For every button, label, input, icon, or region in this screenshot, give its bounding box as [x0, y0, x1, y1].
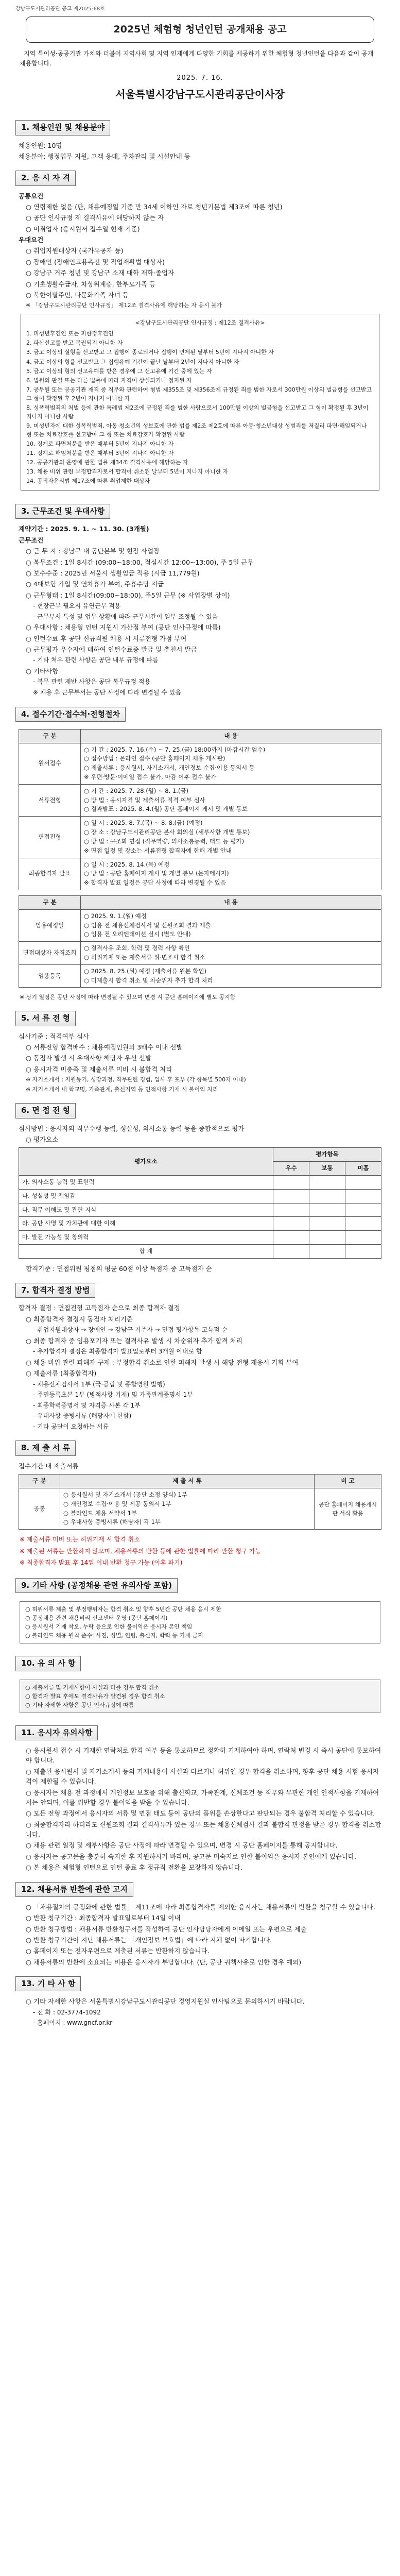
sec11-para: ○ 본 채용은 체험형 인턴으로 인턴 종료 후 정규직 전환을 보장하지 않습니다. — [26, 1863, 242, 1872]
sec7-l5: - 추가합격자 결정은 최종합격자 발표일로부터 3개월 이내로 함 — [33, 1348, 202, 1355]
sec4-note: ※ 상기 일정은 공단 사정에 따라 변경될 수 있으며 변경 시 공단 홈페이지에 별도 공지함 — [20, 994, 236, 1001]
row-value — [81, 858, 381, 890]
table-row — [19, 1189, 381, 1203]
sec3-period — [19, 524, 385, 534]
col-header: 비 고 — [315, 1475, 381, 1488]
table-row — [19, 909, 381, 941]
table-row — [19, 942, 381, 965]
sec3-item: ○ 근무형태 : 1일 8시간(09:00~18:00), 주5일 근무 (※ 사업장별 상이) — [26, 591, 230, 599]
sec5-l2: ○ 서류전형 합격배수 : 채용예정인원의 3배수 이내 선발 — [26, 1043, 183, 1052]
row-line: ○ 방 법 : 응시자격 및 제출서류 적격 여부 심사 — [84, 796, 205, 804]
row-line: ○ 기 간 : 2025. 7. 28.(월) ~ 8. 1.(금) — [84, 787, 188, 794]
row-line: ※ 우편·방문·이메일 접수 불가, 마감 이후 접수 불가 — [84, 773, 217, 781]
cell — [273, 1217, 309, 1231]
schedule-table-wrap — [19, 729, 381, 890]
cell — [273, 1189, 309, 1203]
row-value — [81, 817, 381, 858]
row-line: ○ 임용 전 채용신체검사서 및 신원조회 결과 제출 — [84, 921, 211, 929]
table-header-row — [19, 1148, 381, 1162]
eval-item: 나. 성실성 및 책임감 — [19, 1189, 273, 1203]
cell — [345, 1203, 381, 1217]
table-row — [19, 964, 381, 988]
sec13-para: ○ 기타 자세한 사항은 서울특별시강남구도시관리공단 경영지원실 인사팀으로 문의하시기 바랍니다. — [26, 1997, 305, 2006]
sec1-line-2: 채용분야: 행정업무 지원, 고객 응대, 주차관리 및 시설안내 등 — [19, 152, 190, 160]
sec8-note: ※ 최종합격자 발표 후 14일 이내 반환 청구 가능 (이후 파기) — [20, 1559, 183, 1567]
disqualification-item: 9. 미성년자에 대한 성폭력범죄, 아동·청소년의 성보호에 관한 법률 제2조 제2호에 따른 아동·청소년대상 성범죄를 저질러 파면·해임되거나 형 또는 치료감호를 선고받아 그 형 또는 치료감호가 확정된 사람 — [26, 422, 367, 438]
sec7-l6: ○ 채용 비위 관련 피해자 구제 : 부정합격 취소로 인한 피해자 발생 시 해당 전형 재응시 기회 부여 — [26, 1358, 299, 1366]
cell — [309, 1189, 345, 1203]
sec12-para: ○ 반환 청구기간이 지난 채용서류는 「개인정보 보호법」에 따라 지체 없이 파기합니다. — [26, 1936, 272, 1944]
sec5-l4: ○ 응시자격 미충족 및 제출서류 미비 시 불합격 처리 — [26, 1065, 172, 1073]
sec6-l2: ○ 평가요소 — [26, 1135, 59, 1143]
row-key: 임용등록 — [19, 964, 81, 988]
row-line: ○ 방 법 : 구조화 면접 (직무역량, 의사소통능력, 태도 등 평가) — [84, 837, 245, 845]
sec12-para: ○ 반환 청구방법 : 채용서류 반환청구서를 작성하여 공단 인사담당자에게 이메일 또는 우편으로 제출 — [26, 1925, 307, 1933]
sec11-para: ○ 응시자는 공고문을 충분히 숙지한 후 지원하시기 바라며, 공고문 미숙지로 인한 불이익은 응시자 본인에게 있습니다. — [26, 1852, 357, 1860]
cell — [309, 1175, 345, 1189]
sec5-l1: 심사기준 : 적격여부 심사 — [19, 1032, 89, 1040]
section-10-heading: 10. 유 의 사 항 — [15, 1656, 81, 1671]
cell — [273, 1175, 309, 1189]
section-2-heading: 2. 응 시 자 격 — [15, 171, 76, 185]
sec7-doc: - 우대사항 증빙서류 (해당자에 한함) — [33, 1412, 132, 1420]
row-value — [81, 964, 381, 988]
disqualification-item: 13. 채용 비위 관련 부정합격자로서 합격이 취소된 날부터 5년이 지나지 아니한 자 — [26, 468, 229, 476]
sec2-c3: ○ 미취업자 (응시원서 접수일 현재 기준) — [26, 225, 140, 233]
section-3-heading: 3. 근무조건 및 우대사항 — [15, 504, 110, 519]
row-value — [81, 743, 381, 784]
col-header: 구 분 — [19, 729, 81, 743]
row-value — [81, 942, 381, 965]
schedule-table-2-wrap — [19, 895, 381, 988]
row-note: 공단 홈페이지 채용게시판 서식 활용 — [315, 1488, 381, 1529]
sec3-item: ○ 근 무 지 : 강남구 내 공단본부 및 현장 사업장 — [26, 547, 160, 555]
col-header: 구 분 — [19, 1475, 60, 1488]
row-line: ○ 허위기재 또는 제출서류 위·변조시 합격 취소 — [84, 954, 205, 961]
sec3-item: ○ 인턴수료 후 공단 신규직원 채용 시 서류전형 가점 부여 — [26, 634, 187, 642]
row-line: ※ 합격자 발표 일정은 공단 사정에 따라 변경될 수 있음 — [84, 879, 226, 887]
table-header-row — [19, 1475, 381, 1488]
disqualification-box-title: <강남구도시관리공단 인사규정 : 제12조 결격사유> — [135, 319, 265, 327]
row-line: ○ 2025. 8. 25.(월) 예정 (제출서류 원본 확인) — [84, 967, 206, 975]
disqualification-item: 7. 공무원 또는 공공기관 재직 중 직무와 관련하여 형법 제355조 및 제356조에 규정된 죄를 범한 자로서 300만원 이상의 벌금형을 선고받고 그 형이 확정된 후 2년이 지나지 아니한 자 — [26, 386, 372, 402]
cell — [309, 1231, 345, 1245]
sec11-para: ○ 채용 관련 일정 및 세부사항은 공단 사정에 따라 변경될 수 있으며, 변경 시 공단 홈페이지를 통해 공지합니다. — [26, 1841, 338, 1850]
sec7-l3: - 취업지원대상자 → 장애인 → 강남구 거주자 → 면접 평가항목 고득점 순 — [33, 1326, 228, 1334]
row-value — [81, 909, 381, 941]
sec2-p2: ○ 장애인 (장애인고용촉진 및 직업재활법 대상자) — [26, 258, 165, 266]
sec3-cond-heading — [19, 535, 385, 545]
sec2-common-label: 공통요건 — [19, 192, 44, 200]
sec2-p4: ○ 기초생활수급자, 차상위계층, 한부모가족 등 — [26, 280, 156, 288]
col-header: 구 분 — [19, 895, 81, 909]
row-line: ○ 접수방법 : 온라인 접수 (공단 홈페이지 채용 게시판) — [84, 755, 225, 762]
section-12-heading: 12. 채용서류 반환에 관한 고지 — [15, 1882, 133, 1897]
sec7-docs: ○ 제출서류 (최종합격자) — [26, 1369, 97, 1378]
sec3-cond-label: 근무조건 — [19, 536, 44, 544]
section-1-heading: 1. 채용인원 및 채용분야 — [15, 120, 110, 135]
section-5-heading: 5. 서 류 전 형 — [15, 1011, 76, 1026]
sec8-note: ※ 제출된 서류는 반환하지 않으며, 채용서류의 반환 등에 관한 법률에 따라 반환 청구 가능 — [20, 1547, 262, 1555]
row-line: ○ 제출서류 : 응시원서, 자기소개서, 개인정보 수집·이용 동의서 등 — [84, 764, 255, 772]
sec8-note: ※ 제출서류 미비 또는 허위기재 시 합격 취소 — [20, 1536, 140, 1544]
cell — [345, 1217, 381, 1231]
row-line: ○ 임용 전 오리엔테이션 실시 (별도 안내) — [84, 930, 191, 938]
disqualification-item: 5. 금고 이상의 형의 선고유예를 받은 경우에 그 선고유예 기간 중에 있는 자 — [26, 367, 212, 375]
col-header: 보통 — [309, 1162, 345, 1176]
sec5-l6: ※ 자기소개서 내 학교명, 가족관계, 출신지역 등 인적사항 기재 시 불이익 처리 — [26, 1086, 218, 1093]
sec3-item: ○ 우대사항 : 채용형 인턴 지원시 가산점 부여 (공단 인사규정에 따름) — [26, 623, 221, 632]
row-line: ○ 우대사항 증빙서류 (해당자) 각 1부 — [63, 1518, 161, 1526]
table-row — [19, 858, 381, 890]
col-header: 내 용 — [81, 729, 381, 743]
disqualification-item: 8. 성폭력범죄의 처벌 등에 관한 특례법 제2조에 규정된 죄를 범한 사람으로서 100만원 이상의 벌금형을 선고받고 그 형이 확정된 후 3년이 지나지 아니한 사람 — [26, 404, 369, 420]
eval-item: 다. 직무 이해도 및 관련 지식 — [19, 1203, 273, 1217]
table-row — [19, 1175, 381, 1189]
disqualification-box — [21, 314, 379, 490]
row-line: ○ 2025. 9. 1.(월) 예정 — [84, 912, 147, 920]
disqualification-item: 3. 금고 이상의 실형을 선고받고 그 집행이 종료되거나 집행이 면제된 날부터 5년이 지나지 아니한 자 — [26, 349, 274, 356]
row-key: 원서접수 — [19, 743, 81, 784]
fair-hiring-panel — [20, 1601, 380, 1643]
sec12-para: ○ 채용서류의 반환에 소요되는 비용은 응시자가 부담합니다. (단, 공단 귀책사유로 인한 경우 예외) — [26, 1958, 302, 1966]
sec2-p3: ○ 강남구 거주 청년 및 강남구 소재 대학 재학·졸업자 — [26, 269, 175, 277]
sec6-pass: 합격기준 : 면접위원 평점의 평균 60점 이상 득점자 중 고득점자 순 — [26, 1264, 212, 1273]
row-key: 면접대상자 자격조회 — [19, 942, 81, 965]
panel-line: ○ 허위서류 제출 및 부정행위자는 합격 취소 및 향후 5년간 공단 채용 응시 제한 — [25, 1606, 221, 1613]
sec2-common-heading — [19, 191, 385, 201]
row-line: ○ 미제출시 합격 취소 및 차순위자 추가 합격 처리 — [84, 976, 213, 984]
cell — [345, 1245, 381, 1259]
col-header: 평가요소 — [19, 1148, 273, 1176]
sec7-l2: ○ 최종합격자 결정시 동점자 처리기준 — [26, 1315, 133, 1323]
eval-item: 라. 공단 사명 및 가치관에 대한 이해 — [19, 1217, 273, 1231]
sec7-l1: 합격자 결정 : 면접전형 고득점자 순으로 최종 합격자 결정 — [19, 1304, 180, 1312]
section-13-heading: 13. 기 타 사 항 — [15, 1976, 81, 1991]
sec3-period-text: 계약기간 : 2025. 9. 1. ~ 11. 30. (3개월) — [19, 525, 149, 533]
sec13-phone: - 전 화 : 02-3774-1092 — [33, 2008, 101, 2016]
sec3-item: - 기타 처우 관련 사항은 공단 내부 규정에 따름 — [33, 656, 159, 664]
panel-line: ○ 합격자 발표 후에도 결격사유가 발견될 경우 합격 취소 — [25, 1692, 165, 1700]
sec11-para: ○ 최종합격자라 하더라도 신원조회 결과 결격사유가 있는 경우 또는 채용신체검사 결과 불합격 판정을 받은 경우 합격을 취소합니다. — [26, 1820, 381, 1839]
cell — [345, 1231, 381, 1245]
cell — [273, 1245, 309, 1259]
sec13-homepage[interactable]: - 홈페이지 : www.gncf.or.kr — [33, 2019, 113, 2027]
section-4-heading: 4. 접수기간·접수처·전형절차 — [15, 707, 126, 722]
cell — [273, 1203, 309, 1217]
section-11-heading: 11. 응시자 유의사항 — [15, 1725, 98, 1740]
row-line: ○ 결과발표 : 2025. 8. 4.(월) 공단 홈페이지 게시 및 개별 통보 — [84, 805, 248, 813]
sec11-para: ○ 응시자는 채용 전 과정에서 개인정보 보호를 위해 출신학교, 가족관계, 신체조건 등 직무와 무관한 개인 인적사항을 기재하여서는 안되며, 이를 위반할 경우 불이익을 받을 수 있습니다. — [26, 1788, 379, 1806]
sec1-line-1: 채용인원: 10명 — [19, 141, 62, 149]
table-row — [19, 817, 381, 858]
sec11-para: ○ 응시원서 접수 시 기재한 연락처로 합격 여부 등을 통보하므로 정확히 기재하여야 하며, 연락처 변경 시 즉시 공단에 통보하여야 합니다. — [26, 1747, 381, 1765]
schedule-table — [19, 729, 381, 890]
section-8-heading: 8. 제 출 서 류 — [15, 1440, 76, 1455]
sec7-l4: ○ 최종 합격자 중 임용포기자 또는 결격사유 발생 시 차순위자 추가 합격 처리 — [26, 1336, 242, 1345]
table-row — [19, 1231, 381, 1245]
panel-line: ○ 제출서류 및 기재사항이 사실과 다를 경우 합격 취소 — [25, 1684, 160, 1691]
cell — [309, 1217, 345, 1231]
table-row — [19, 1245, 381, 1259]
section-9-heading: 9. 기타 사항 (공정채용 관련 유의사항 포함) — [15, 1578, 178, 1593]
schedule-table-2 — [19, 895, 381, 988]
disqualification-item: 11. 징계로 해임처분을 받은 때부터 3년이 지나지 아니한 자 — [26, 449, 174, 456]
cell — [309, 1245, 345, 1259]
sec7-doc: - 채용신체검사서 1부 (국·공립 및 종합병원 발행) — [33, 1380, 165, 1388]
panel-line: ○ 공정채용 관련 채용비리 신고센터 운영 (공단 홈페이지) — [25, 1615, 168, 1622]
table-row — [19, 1203, 381, 1217]
disqualification-item: 14. 공직자윤리법 제17조에 따른 취업제한 대상자 — [26, 478, 150, 485]
sec3-item: ○ 근무평가 우수자에 대하여 인턴수료증 발급 및 추천서 발급 — [26, 645, 197, 653]
row-line: ○ 결격사유 조회, 학력 및 경력 사항 확인 — [84, 944, 190, 952]
sec3-item: ○ 보수수준 : 2025년 서울시 생활임금 적용 (시급 11,779원) — [26, 569, 200, 577]
panel-line: ○ 블라인드 채용 원칙 준수: 사진, 성별, 연령, 출신지, 학력 등 기재 금지 — [25, 1632, 203, 1639]
section-6-heading: 6. 면 접 전 형 — [15, 1103, 76, 1118]
issuer-name: 서울특별시강남구도시관리공단이사장 — [115, 88, 285, 101]
sec5-l3: ○ 동점자 발생 시 우대사항 해당자 우선 선발 — [26, 1054, 151, 1062]
sec3-item: ○ 4대보험 가입 및 연차휴가 부여, 주휴수당 지급 — [26, 580, 164, 588]
sec8-l1: 접수기간 내 제출서류 — [19, 1462, 79, 1470]
sec3-item: - 복무 관련 제반 사항은 공단 복무규정 적용 — [33, 678, 151, 686]
eval-item: 가. 의사소통 능력 및 표현력 — [19, 1175, 273, 1189]
eval-item: 마. 발전 가능성 및 창의력 — [19, 1231, 273, 1245]
col-header: 내 용 — [81, 895, 381, 909]
sec3-item: - 근무부서 특성 및 업무 상황에 따라 근무시간이 일부 조정될 수 있음 — [33, 613, 218, 620]
disqualification-item: 10. 징계로 파면처분을 받은 때부터 5년이 지나지 아니한 자 — [26, 440, 174, 447]
row-line: ○ 일 시 : 2025. 8. 7.(목) ~ 8. 8.(금) (예정) — [84, 819, 203, 827]
col-header: 제 출 서 류 — [60, 1475, 315, 1488]
row-line: ※ 면접 일정 및 장소는 서류전형 합격자에 한해 개별 안내 — [84, 846, 232, 854]
sec12-para: ○ 「채용절차의 공정화에 관한 법률」 제11조에 따라 최종합격자를 제외한 응시자는 채용서류의 반환을 청구할 수 있습니다. — [26, 1903, 375, 1911]
title-box — [26, 16, 374, 43]
caution-panel — [20, 1680, 380, 1713]
row-key: 서류전형 — [19, 784, 81, 816]
row-line: ○ 방 법 : 공단 홈페이지 게시 및 개별 통보 (문자메시지) — [84, 870, 229, 877]
docs-table-wrap — [19, 1474, 381, 1530]
row-key: 면접전형 — [19, 817, 81, 858]
disqualification-item: 6. 법원의 판결 또는 다른 법률에 따라 자격이 상실되거나 정지된 자 — [26, 377, 192, 384]
sec7-doc: - 주민등록초본 1부 (병적사항 기재) 및 가족관계증명서 1부 — [33, 1391, 193, 1399]
sec2-pref-label: 우대요건 — [19, 236, 44, 244]
cell — [273, 1231, 309, 1245]
sec11-para: ○ 제출된 응시원서 및 자기소개서 등의 기재내용이 사실과 다르거나 허위인 경우 합격을 취소하며, 향후 공단 채용 시험 응시자격이 제한될 수 있습니다. — [26, 1767, 379, 1786]
table-row — [19, 743, 381, 784]
cell — [309, 1203, 345, 1217]
sec3-item: ※ 채용 후 근무부서는 공단 사정에 따라 변경될 수 있음 — [33, 688, 181, 696]
row-key: 공통 — [19, 1488, 60, 1529]
table-row — [19, 1217, 381, 1231]
row-line: ○ 장 소 : 강남구도시관리공단 본사 회의실 (세부사항 개별 통보) — [84, 828, 250, 836]
page-title: 2025년 체험형 청년인턴 공개채용 공고 — [113, 23, 287, 35]
table-row — [19, 1488, 381, 1529]
total-label: 합 계 — [19, 1245, 273, 1259]
sec12-para: ○ 홈페이지 또는 전자우편으로 제출된 서류는 반환하지 않습니다. — [26, 1947, 210, 1955]
panel-line: ○ 기타 자세한 사항은 공단 인사규정에 따름 — [25, 1701, 134, 1708]
cell — [345, 1175, 381, 1189]
disqualification-item: 1. 피성년후견인 또는 피한정후견인 — [26, 330, 114, 337]
section-7-heading: 7. 합격자 결정 방법 — [15, 1283, 95, 1298]
sec7-doc: - 최종학력증명서 및 자격증 사본 각 1부 — [33, 1401, 141, 1409]
intro-text: 지역 특이성·공공기관 가치와 더불어 지역사회 및 지역 인재에게 다양한 기회를 제공하기 위한 체험형 청년인턴을 다음과 같이 공개 채용합니다. — [20, 49, 374, 67]
row-line: ○ 기 간 : 2025. 7. 16.(수) ~ 7. 25.(금) 18:00까지 (마감시간 엄수) — [84, 745, 266, 753]
row-key: 임용예정일 — [19, 909, 81, 941]
row-value — [81, 784, 381, 816]
row-line: ○ 개인정보 수집·이용 및 제공 동의서 1부 — [63, 1500, 171, 1507]
document-number: 강남구도시관리공단 공고 제2025-68호 — [15, 6, 105, 12]
row-key: 최종합격자 발표 — [19, 858, 81, 890]
table-header-row — [19, 729, 381, 743]
sec5-l5: ※ 자기소개서 : 지원동기, 성장과정, 직무관련 경험, 입사 후 포부 (각 항목별 500자 이내) — [26, 1076, 246, 1083]
disqualification-item: 2. 파산선고를 받고 복권되지 아니한 자 — [26, 340, 123, 347]
row-line: ○ 블라인드 채용 서약서 1부 — [63, 1509, 137, 1517]
col-header: 우수 — [273, 1162, 309, 1176]
sec2-p6: ※ 「강남구도시관리공단 인사규정」 제12조 결격사유에 해당하는 자 응시 불가 — [26, 302, 222, 309]
sec2-c2: ○ 공단 인사규정 제 결격사유에 해당하지 않는 자 — [26, 214, 164, 222]
disqualification-item: 4. 금고 이상의 형을 선고받고 그 집행유예 기간이 끝난 날부터 2년이 지나지 아니한 자 — [26, 358, 239, 365]
table-row — [19, 784, 381, 816]
row-line: ○ 응시원서 및 자기소개서 (공단 소정 양식) 1부 — [63, 1490, 187, 1498]
row-value — [60, 1488, 315, 1529]
cell — [345, 1189, 381, 1203]
sec2-p1: ○ 취업지원대상자 (국가유공자 등) — [26, 247, 124, 255]
sec7-doc: - 기타 공단이 요청하는 서류 — [33, 1422, 109, 1430]
sec12-para: ○ 반환 청구기간 : 최종합격자 발표일로부터 14일 이내 — [26, 1914, 181, 1922]
sec2-c1: ○ 연령제한 없음 (단, 채용예정일 기준 만 34세 이하인 자로 청년기본법 제3조에 따른 청년) — [26, 202, 283, 211]
sec3-item: ○ 복무조건 : 1일 8시간 (09:00~18:00, 점심시간 12:00~13:00), 주 5일 근무 — [26, 558, 254, 566]
interview-table — [19, 1147, 381, 1259]
sec3-item: - 현장근무 필요시 유연근무 적용 — [33, 602, 121, 610]
sec6-l1: 심사방법 : 응시자의 직무수행 능력, 성실성, 의사소통 능력 등을 종합적으로 평가 — [19, 1124, 245, 1132]
sec2-pref-heading — [19, 235, 385, 245]
sec3-item: ○ 기타사항 — [26, 667, 59, 675]
panel-line: ○ 응시원서 기재 착오, 누락 등으로 인한 불이익은 응시자 본인 책임 — [25, 1623, 193, 1631]
sec11-para: ○ 모든 전형 과정에서 응시자의 서류 및 면접 태도 등이 공단의 품위를 손상한다고 판단되는 경우 불합격 처리할 수 있습니다. — [26, 1809, 375, 1818]
interview-table-wrap — [19, 1147, 381, 1259]
col-header: 미흡 — [345, 1162, 381, 1176]
table-header-row — [19, 895, 381, 909]
disqualification-item: 12. 공공기관의 운영에 관한 법률 제34조 결격사유에 해당하는 자 — [26, 459, 188, 466]
row-line: ○ 일 시 : 2025. 8. 14.(목) 예정 — [84, 860, 170, 868]
notice-date: 2025. 7. 16. — [177, 74, 223, 82]
col-header: 평가항목 — [273, 1148, 381, 1162]
sec2-p5: ○ 북한이탈주민, 다문화가족 자녀 등 — [26, 291, 129, 299]
docs-table — [19, 1474, 381, 1530]
